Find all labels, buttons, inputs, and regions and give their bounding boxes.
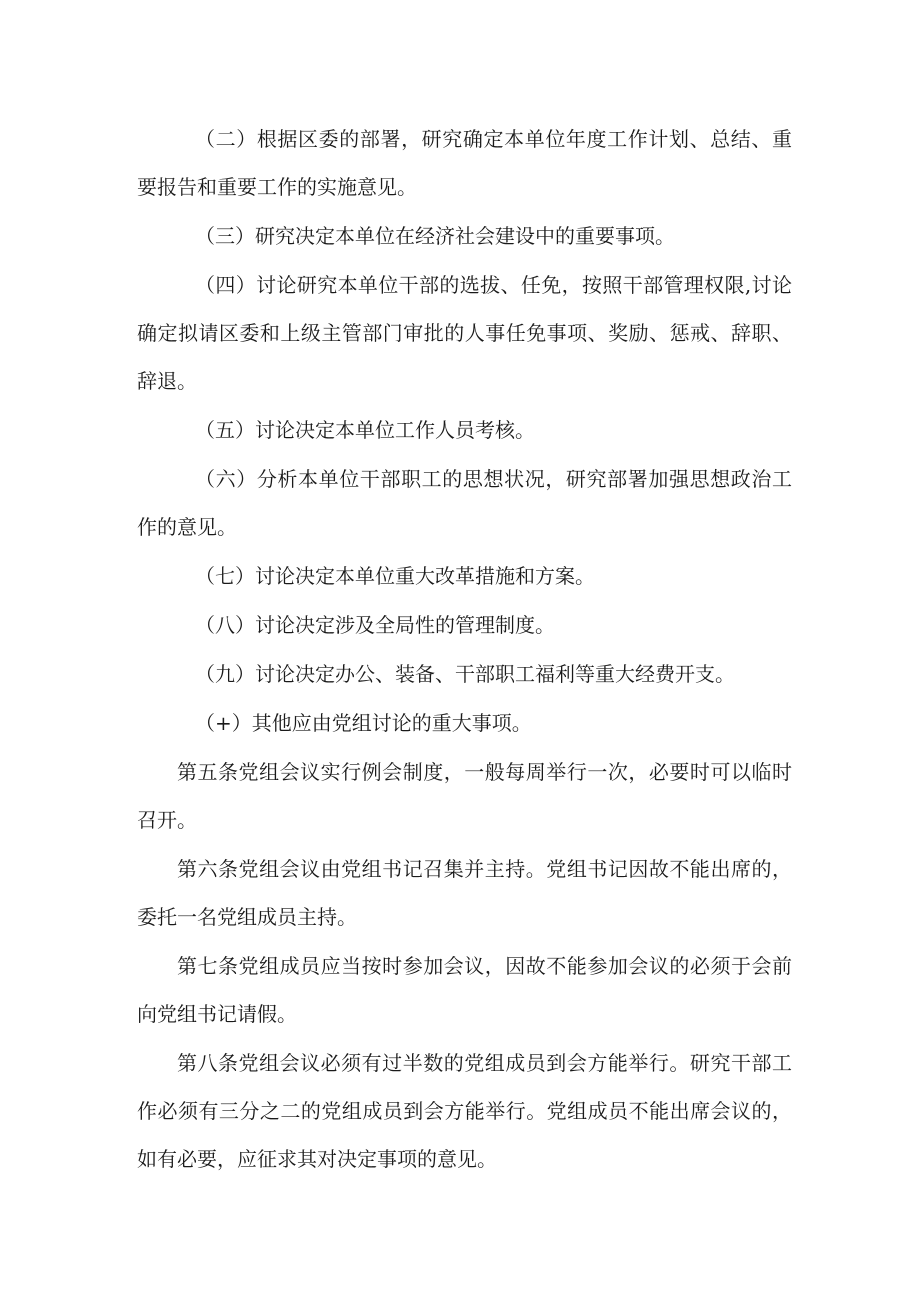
paragraph-item-7: （七）讨论决定本单位重大改革措施和方案。 bbox=[195, 564, 595, 588]
paragraph-item-2: （二）根据区委的部署，研究确定本单位年度工作计划、总结、重要报告和重要工作的实施意见。 bbox=[137, 127, 792, 199]
paragraph-article-7: 第七条党组成员应当按时参加会议，因故不能参加会议的必须于会前向党组书记请假。 bbox=[137, 954, 792, 1026]
paragraph-item-5: （五）讨论决定本单位工作人员考核。 bbox=[195, 418, 535, 442]
paragraph-item-6: （六）分析本单位干部职工的思想状况，研究部署加强思想政治工作的意见。 bbox=[137, 467, 792, 539]
paragraph-item-4: （四）讨论研究本单位干部的选拔、任免，按照干部管理权限,讨论确定拟请区委和上级主管部门审批的人事任免事项、奖励、惩戒、辞职、辞退。 bbox=[137, 273, 792, 393]
paragraph-item-3: （三）研究决定本单位在经济社会建设中的重要事项。 bbox=[195, 224, 675, 248]
paragraph-item-9: （九）讨论决定办公、装备、干部职工福利等重大经费开支。 bbox=[195, 662, 735, 686]
paragraph-article-8: 第八条党组会议必须有过半数的党组成员到会方能举行。研究干部工作必须有三分之二的党组成员到会方能举行。党组成员不能出席会议的，如有必要，应征求其对决定事项的意见。 bbox=[137, 1051, 792, 1171]
document-body bbox=[137, 115, 792, 1184]
paragraph-article-5: 第五条党组会议实行例会制度，一般每周举行一次，必要时可以临时召开。 bbox=[137, 760, 792, 832]
paragraph-article-6: 第六条党组会议由党组书记召集并主持。党组书记因故不能出席的，委托一名党组成员主持。 bbox=[137, 857, 792, 929]
paragraph-item-10: （+）其他应由党组讨论的重大事项。 bbox=[195, 711, 532, 735]
paragraph-item-8: （八）讨论决定涉及全局性的管理制度。 bbox=[195, 613, 555, 637]
